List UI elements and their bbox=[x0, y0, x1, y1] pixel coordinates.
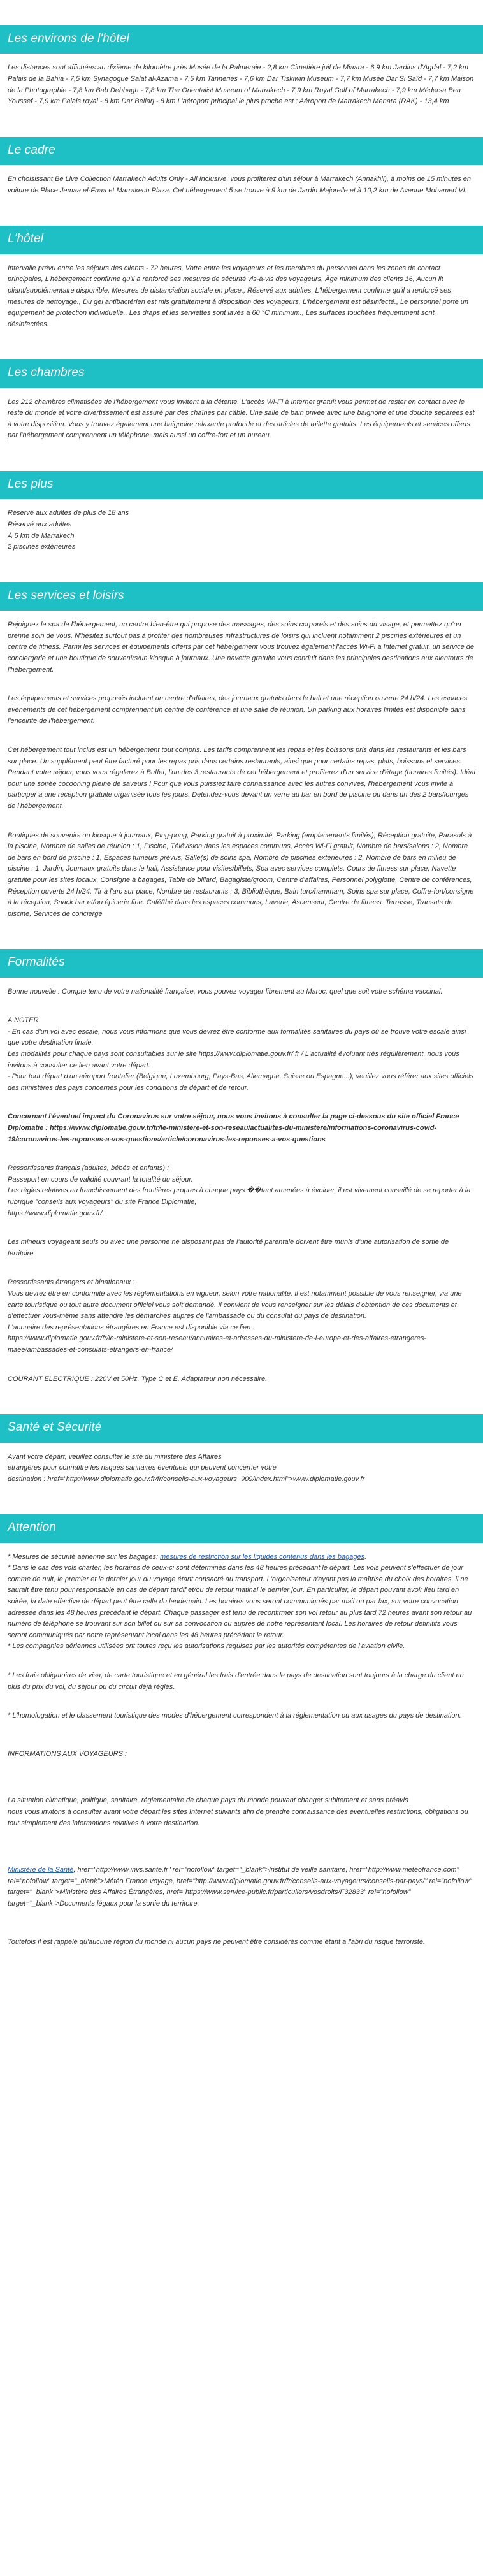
chambres-title: Les chambres bbox=[0, 359, 483, 387]
links-paragraph bbox=[8, 1865, 475, 1909]
note-title: A NOTER bbox=[8, 1017, 39, 1025]
services-paragraph: Les équipements et services proposés incluent un centre d'affaires, des journaux gratuits dans le hall et une réception ouverte 24 h/24. Les espaces événements de cet hébergement comprennent un centre de conférence et une salle de réunion. Un parking aux horaires limités est disponible dans l'enceinte de l'hébergement. bbox=[8, 695, 468, 725]
classification-paragraph: * L'homologation et le classement touristique des modes d'hébergement correspondent à la réglementation ou aux usages du pays de destination. bbox=[8, 1712, 461, 1720]
attention-section bbox=[0, 1514, 483, 1948]
fr-line: Les règles relatives au franchissement des frontières propres à chaque pays ��tant amenées à évoluer, il est vivement conseillé de se reporter à la rubrique "conseils aux voyageurs" du site France Diplomatie, bbox=[8, 1187, 471, 1206]
info-line: La situation climatique, politique, sanitaire, réglementaire de chaque pays du monde pouvant changer subitement et sans préavis bbox=[8, 1797, 408, 1805]
environs-text: Les distances sont affichées au dixième de kilomètre près Musée de la Palmeraie - 2,8 km Cimetière juif de Miaara - 6,9 km Jardins d'Agdal - 7,2 km Palais de la Bahia - 7,5 km Synagogue Salat al-Azama - 7,5 km Tanneries - 7,6 km Dar Tiskiwin Museum - 7,7 km Musée Dar Si Saïd - 7,7 km Maison de la Photographie - 7,8 km Bab Debbagh - 7,8 km The Orientalist Museum of Marrakech - 7,9 km Royal Golf of Marrakech - 7,9 km Médersa Ben Youssef - 7,9 km Palais royal - 8 km Dar Bellarj - 8 km L'aéroport principal le plus proche est : Aéroport de Marrakech Menara (RAK) - 13,4 km bbox=[8, 64, 474, 106]
airlines-paragraph: * Les compagnies aériennes utilisées ont toutes reçu les autorisations requises par les autorités compétentes de l'aviation civile. bbox=[8, 1642, 405, 1651]
foreign-line: Vous devrez être en conformité avec les réglementations en vigueur, selon votre nationalité. Il est notamment possible de vous renseigner, via une carte touristique ou tout autre document officiel vous soit demandé. Il convient de vous renseigner sur les délais d'obtention de ces documents et d'effectuer vous-même sans attendre les démarches auprès de l'ambassade ou du consulat du pays de destination. bbox=[8, 1289, 462, 1321]
fr-line: Passeport en cours de validité couvrant la totalité du séjour. bbox=[8, 1175, 193, 1183]
links-rest: , href="http://www.invs.sante.fr" rel="nofollow" target="_blank">Institut de veille sanitaire, href="http://www.meteofrance.com" rel="nofollow" target="_blank">Météo France Voyage, href="http://www.diplomatie.gouv.fr/fr/conseils-aux-voyageurs/conseils-par-pays/" rel="nofollow" target="_blank">Ministère des Affaires Étrangères, href="https://www.service-public.fr/particuliers/vosdroits/F32833" rel="nofollow" target="_blank">Documents légaux pour la sortie du territoire. bbox=[8, 1866, 472, 1907]
page bbox=[0, 25, 483, 1948]
foreign-line: L'annuaire des représentations étrangères en France est disponible via ce lien : bbox=[8, 1323, 255, 1331]
visa-paragraph: * Les frais obligatoires de visa, de carte touristique et en général les frais d'entrée dans le pays de destination sont toujours à la charge du client en plus du prix du vol, du séjour ou du circuit déjà réglés. bbox=[8, 1672, 464, 1691]
services-paragraph: Cet hébergement tout inclus est un hébergement tout compris. Les tarifs comprennent les repas et les boissons pris dans les restaurants et les bars sur place. Un supplément peut être facturé pour les repas pris dans certains restaurants, ainsi que pour certains repas, plats, boissons et services. Pendant votre séjour, vous vous régalerez à Buffet, l'un des 3 restaurants de cet hébergement et profiterez d'un service d'étage (horaires limités). Idéal pour une soirée cocooning pleine de saveurs ! Pour que vous puissiez faire connaissance avec les autres convives, l'hébergement vous invite à participer à une réception gratuite organisée tous les jours. Détendez-vous devant un verre au bar en bord de piscine ou dans un des 2 bars/lounges de l'hébergement. bbox=[8, 746, 475, 810]
formalites-title: Formalités bbox=[0, 949, 483, 977]
liquids-restriction-link[interactable]: mesures de restriction sur les liquides contenus dans les bagages bbox=[160, 1552, 365, 1561]
chambres-section bbox=[0, 359, 483, 442]
covid-notice: Concernant l'éventuel impact du Coronavirus sur votre séjour, nous vous invitons à consulter la page ci-dessous du site officiel France Diplomatie : https://www.diplomatie.gouv.fr/fr/le-ministere-et-son-reseau/actualites-du-ministere/informations-coronavirus-covid-19/coronavirus-les-reponses-a-vos-questions/article/coronavirus-les-reponses-a-vos-questions bbox=[8, 1113, 459, 1143]
foreign-title: Ressortissants étrangers et binationaux : bbox=[8, 1278, 135, 1287]
hotel-text: Intervalle prévu entre les séjours des clients - 72 heures, Votre entre les voyageurs et les membres du personnel dans les zones de contact principales, L'hébergement confirme qu'il a renforcé ses mesures de sécurité vis-à-vis des voyageurs, Âge minimum des clients 16, Aucun lit pliant/supplémentaire disponible, Mesures de distanciation sociale en place., Réservé aux adultes, L'hébergement confirme qu'il a renforcé ses mesures de nettoyage., Du gel antibactérien est mis gratuitement à disposition des voyageurs, L'hébergement est désinfecté., Le personnel porte un équipement de protection individuelle., Les draps et les serviettes sont lavés à 60 °C minimum., Les surfaces touchées fréquemment sont désinfectées. bbox=[8, 264, 469, 328]
sante-line: Avant votre départ, veuillez consulter le site du ministère des Affaires bbox=[8, 1452, 222, 1461]
electric-text: COURANT ELECTRIQUE : 220V et 50Hz. Type C et E. Adaptateur non nécessaire. bbox=[8, 1375, 268, 1383]
security-lead: * Mesures de sécurité aérienne sur les bagages: bbox=[8, 1552, 161, 1561]
health-ministry-link[interactable]: Ministère de la Santé bbox=[8, 1866, 74, 1874]
formalites-section bbox=[0, 949, 483, 1385]
cadre-text: En choisissant Be Live Collection Marrakech Adults Only - All Inclusive, vous profiterez d'un séjour à Marrakech (Annakhil), à moins de 15 minutes en voiture de Place Jemaa el-Fnaa et Marrakech Plaza. Cet hébergement 5 se trouve à 9 km de Jardin Majorelle et à 10,2 km de Avenue Mohamed VI. bbox=[8, 175, 472, 194]
hotel-title: L'hôtel bbox=[0, 226, 483, 254]
cadre-title: Le cadre bbox=[0, 137, 483, 165]
minors-text: Les mineurs voyageant seuls ou avec une personne ne disposant pas de l'autorité parentale doivent être munis d'une autorisation de sortie de territoire. bbox=[8, 1238, 449, 1257]
plus-item: Réservé aux adultes bbox=[8, 521, 72, 529]
services-paragraph: Boutiques de souvenirs ou kiosque à journaux, Ping-pong, Parking gratuit à proximité, Parking (emplacements limités), Réception gratuite, Parasols à la piscine, Nombre de salles de réunion : 1, Piscine, Télévision dans les espaces communs, Accès Wi-Fi gratuit, Nombre de bars/salons : 2, Nombre de bars en bord de piscine : 1, Espaces fumeurs prévus, Salle(s) de soins spa, Nombre de piscines extérieures : 2, Nombre de bars en milieu de piscine : 1, Jardin, Journaux gratuits dans le hall, Assistance pour visites/billets, Spa avec services complets, Cours de fitness sur place, Navette gratuite pour les sites locaux, Consigne à bagages, Table de billard, Bagagiste/groom, Centre d'affaires, Personnel polyglotte, Centre de conférences, Réception ouverte 24 h/24, Tir à l'arc sur place, Nombre de restaurants : 3, Bibliothèque, Bain turc/hammam, Soins spa sur place, Coffre-fort/consigne à la réception, Snack bar et/ou épicerie fine, Café/thé dans les espaces communs, Laverie, Ascenseur, Centre de fitness, Terrasse, Transats de piscine, Services de concierge bbox=[8, 831, 474, 918]
terror-risk-paragraph: Toutefois il est rappelé qu'aucune région du monde ni aucun pays ne peuvent être considérés comme étant à l'abri du risque terroriste. bbox=[8, 1937, 426, 1946]
charter-paragraph: * Dans le cas des vols charter, les horaires de ceux-ci sont déterminés dans les 48 heures précédant le départ. Les vols peuvent s'effectuer de jour comme de nuit, le premier et le dernier jour du voyage étant consacré au transport. L'organisateur n'ayant pas la maîtrise du choix des horaires, il ne saurait être tenu pour responsable en cas de départ tardif et/ou de retour matinal le dernier jour. En particulier, le départ pouvant avoir lieu tard en soirée, la date effective de départ peut être celle du lendemain. Les horaires vous seront communiqués par mail ou par fax, sur votre convocation adressée dans les 48 heures précédant le départ. Chaque passager est tenu de reconfirmer son vol retour au plus tard 72 heures avant son retour au numéro de téléphone se trouvant sur son billet ou sur sa convocation ou auprès de notre représentant local. Les horaires de retour définitifs vous seront communiqués par notre représentant local dans les 48 heures précédant le retour. bbox=[8, 1564, 472, 1639]
plus-title: Les plus bbox=[0, 471, 483, 499]
environs-section bbox=[0, 25, 483, 108]
services-title: Les services et loisirs bbox=[0, 582, 483, 611]
hotel-section bbox=[0, 226, 483, 330]
chambres-text: Les 212 chambres climatisées de l'hébergement vous invitent à la détente. L'accès Wi-Fi à Internet gratuit vous permet de rester en contact avec le reste du monde et votre divertissement est assuré par des chaînes par câble. Une salle de bain privée avec une baignoire et une douche séparées est à votre disposition. Vous y trouvez également une baignoire relaxante profonde et des articles de toilette gratuits. Les équipements et services offerts par l'hébergement comprennent un téléphone, mais aussi un coffre-fort et un bureau. bbox=[8, 398, 475, 440]
fr-line: https://www.diplomatie.gouv.fr/. bbox=[8, 1209, 105, 1217]
environs-title: Les environs de l'hôtel bbox=[0, 25, 483, 54]
sante-section bbox=[0, 1414, 483, 1485]
note-line: Les modalités pour chaque pays sont consultables sur le site https://www.diplomatie.gouv.fr/ fr / L'actualité évoluant très régulièrement, nous vous invitons à consulter ce lien avant votre départ. bbox=[8, 1050, 459, 1069]
note-line: - Pour tout départ d'un aéroport frontalier (Belgique, Luxembourg, Pays-Bas, Allemagne, Suisse ou Espagne...), veuillez vous référer aux sites officiels des ministères des pays concernés pour les conditions de départ et de retour. bbox=[8, 1073, 474, 1092]
foreign-line: https://www.diplomatie.gouv.fr/fr/le-ministere-et-son-reseau/annuaires-et-adresses-du-ministere-de-l-europe-et-des-affaires-etrangeres-maee/ambassades-et-consulats-etrangers-en-france/ bbox=[8, 1335, 427, 1354]
plus-item: À 6 km de Marrakech bbox=[8, 532, 75, 540]
sante-line: destination : href="http://www.diplomatie.gouv.fr/fr/conseils-aux-voyageurs_909/index.html">www.diplomatie.gouv.fr bbox=[8, 1475, 365, 1483]
services-paragraph: Rejoignez le spa de l'hébergement, un centre bien-être qui propose des massages, des soins corporels et des soins du visage, et permettez qu'on prenne soin de vous. N'hésitez surtout pas à profiter des nombreuses infrastructures de loisirs qui incluent notamment 2 piscines extérieures et un centre de fitness. Parmi les services et équipements offerts par cet hébergement vous trouvez également l'accès Wi-Fi à Internet gratuit, un service de conciergerie et une boutique de souvenirs/un kiosque à journaux. Une navette gratuite vous conduit dans les principales destinations aux alentours de l'hébergement. bbox=[8, 621, 475, 674]
plus-item: 2 piscines extérieures bbox=[8, 543, 76, 551]
plus-section bbox=[0, 471, 483, 553]
attention-title: Attention bbox=[0, 1514, 483, 1542]
plus-list bbox=[8, 508, 475, 553]
security-tail: . bbox=[364, 1552, 367, 1561]
sante-title: Santé et Sécurité bbox=[0, 1414, 483, 1442]
services-section bbox=[0, 582, 483, 920]
note-line: - En cas d'un vol avec escale, nous vous informons que vous devrez être conforme aux formalités sanitaires du pays où se trouve votre escale ainsi que votre destination finale. bbox=[8, 1027, 466, 1047]
info-line: nous vous invitons à consulter avant votre départ les sites Internet suivants afin de prendre connaissance des éventuelles restrictions, obligations ou tout simplement des informations relatives à votre destination. bbox=[8, 1807, 468, 1827]
attention-paragraph bbox=[8, 1552, 475, 1563]
formalites-intro: Bonne nouvelle : Compte tenu de votre nationalité française, vous pouvez voyager librement au Maroc, quel que soit votre schéma vaccinal. bbox=[8, 987, 443, 995]
plus-item: Réservé aux adultes de plus de 18 ans bbox=[8, 509, 129, 517]
sante-line: étrangères pour connaître les risques sanitaires éventuels qui peuvent concerner votre bbox=[8, 1464, 277, 1472]
cadre-section bbox=[0, 137, 483, 197]
info-title: INFORMATIONS AUX VOYAGEURS : bbox=[8, 1749, 127, 1758]
fr-title: Ressortissants français (adultes, bébés et enfants) : bbox=[8, 1164, 169, 1173]
